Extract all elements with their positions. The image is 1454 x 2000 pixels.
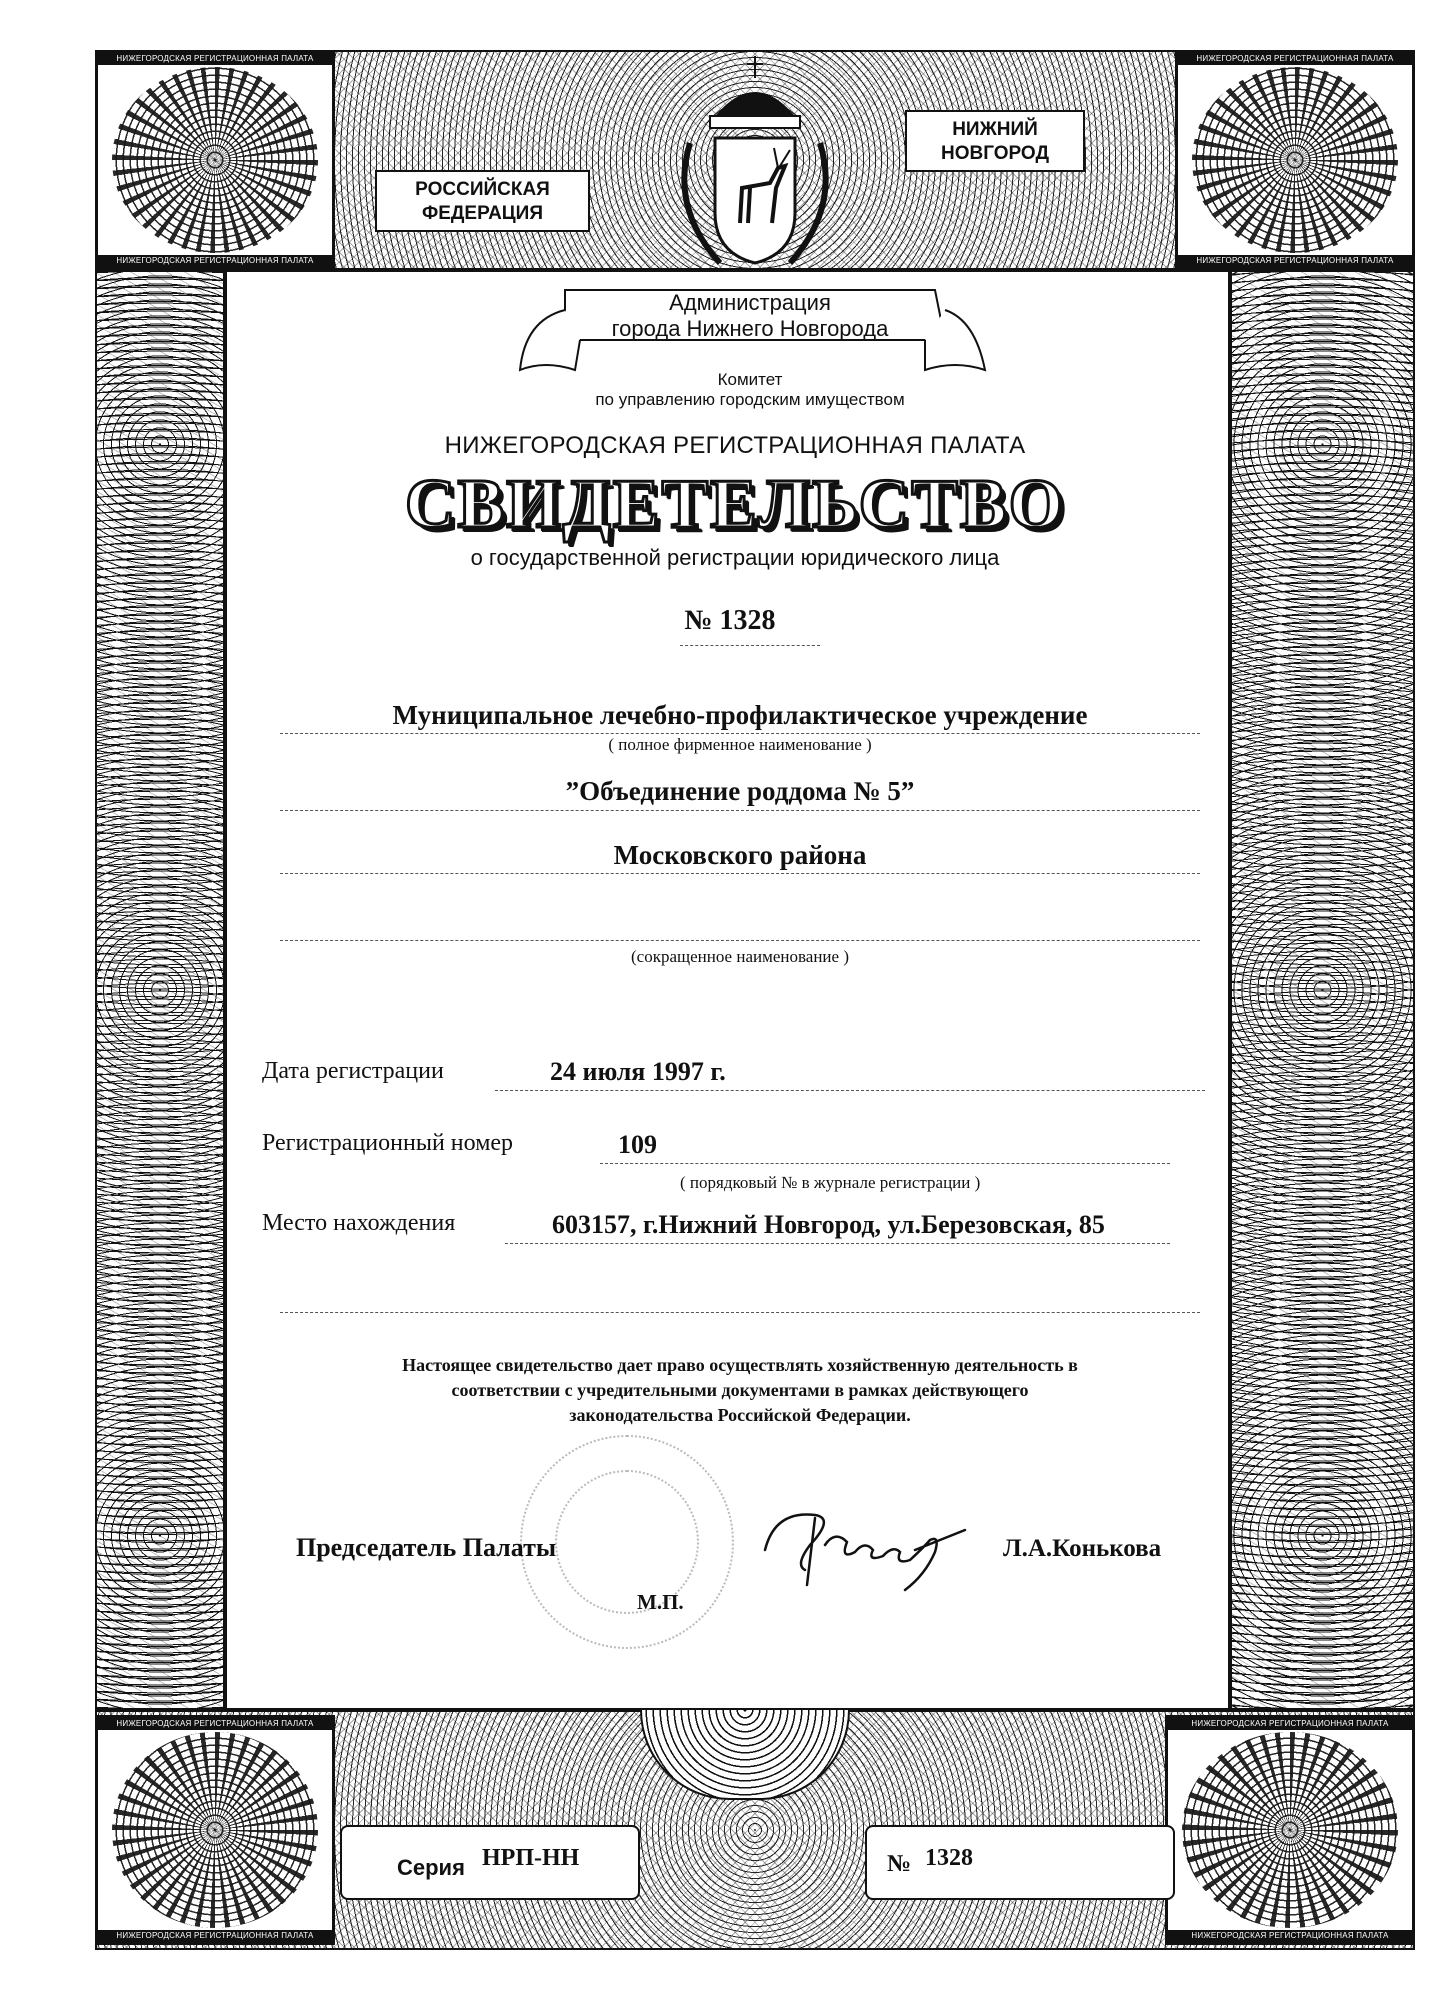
committee-title: Комитет по управлению городским имуществом [595, 370, 905, 409]
notice-line2: соответствии с учредительными документами в рамках действующего [451, 1380, 1029, 1400]
corner-rosette-bottom-left [95, 1715, 335, 1945]
chairman-signature [755, 1490, 985, 1600]
corner-caption: НИЖЕГОРОДСКАЯ РЕГИСТРАЦИОННАЯ ПАЛАТА [1178, 255, 1412, 267]
form-number-box [865, 1825, 1175, 1900]
form-number-label: № [887, 1851, 912, 1877]
number-underline [680, 645, 820, 646]
corner-rosette-top-left [95, 50, 335, 270]
corner-caption: НИЖЕГОРОДСКАЯ РЕГИСТРАЦИОННАЯ ПАЛАТА [1168, 1718, 1412, 1730]
certificate-title: СВИДЕТЕЛЬСТВО [404, 466, 1066, 543]
location-label: Место нахождения [262, 1210, 456, 1236]
coat-of-arms-emblem [650, 48, 860, 278]
short-name-hint: (сокращенное наименование ) [631, 947, 849, 966]
ribbon-russian-federation: РОССИЙСКАЯ ФЕДЕРАЦИЯ [375, 170, 590, 232]
administration-title: Администрация города Нижнего Новгорода [611, 290, 889, 341]
corner-caption: НИЖЕГОРОДСКАЯ РЕГИСТРАЦИОННАЯ ПАЛАТА [98, 255, 332, 267]
rosette-ornament [112, 67, 318, 253]
corner-rosette-bottom-right [1165, 1715, 1415, 1945]
corner-caption: НИЖЕГОРОДСКАЯ РЕГИСТРАЦИОННАЯ ПАЛАТА [98, 53, 332, 65]
rosette-ornament [112, 1732, 318, 1928]
short-name-line [280, 940, 1200, 941]
full-name-hint: ( полное фирменное наименование ) [608, 735, 872, 754]
left-border [95, 270, 225, 1710]
ribbon-nizhny-novgorod: НИЖНИЙ НОВГОРОД [905, 110, 1085, 172]
corner-caption: НИЖЕГОРОДСКАЯ РЕГИСТРАЦИОННАЯ ПАЛАТА [1168, 1930, 1412, 1942]
corner-caption: НИЖЕГОРОДСКАЯ РЕГИСТРАЦИОННАЯ ПАЛАТА [98, 1930, 332, 1942]
reg-number-label: Регистрационный номер [262, 1130, 514, 1156]
chairman-name: Л.А.Конькова [1003, 1535, 1162, 1562]
series-label: Серия [397, 1855, 465, 1880]
reg-date-label: Дата регистрации [262, 1058, 444, 1084]
reg-number-value: 109 [618, 1130, 657, 1159]
seal-mark: М.П. [637, 1590, 684, 1614]
notice-line1: Настоящее свидетельство дает право осуществлять хозяйственную деятельность в [402, 1355, 1078, 1375]
full-name-line1: Муниципальное лечебно-профилактическое учреждение [392, 700, 1088, 730]
full-name-line-3 [280, 873, 1200, 874]
reg-number-line [600, 1163, 1170, 1164]
full-name-line2: ”Объединение роддома № 5” [565, 776, 915, 806]
full-name-line3: Московского района [613, 840, 867, 870]
rosette-ornament [1182, 1732, 1398, 1928]
right-border [1230, 270, 1415, 1710]
chamber-title: НИЖЕГОРОДСКАЯ РЕГИСТРАЦИОННАЯ ПАЛАТА [444, 432, 1026, 459]
rosette-ornament [1192, 67, 1398, 253]
certificate-number: № 1328 [684, 605, 776, 636]
series-box [340, 1825, 640, 1900]
series-value: НРП-НН [482, 1845, 580, 1871]
notice-line3: законодательства Российской Федерации. [569, 1405, 911, 1425]
location-value: 603157, г.Нижний Новгород, ул.Березовская, 85 [552, 1210, 1105, 1239]
location-line [505, 1243, 1170, 1244]
full-name-line-2 [280, 810, 1200, 811]
certificate-subtitle: о государственной регистрации юридического лица [470, 545, 1000, 570]
full-name-line-1 [280, 733, 1200, 734]
reg-date-line [495, 1090, 1205, 1091]
reg-number-hint: ( порядковый № в журнале регистрации ) [680, 1173, 981, 1192]
corner-caption: НИЖЕГОРОДСКАЯ РЕГИСТРАЦИОННАЯ ПАЛАТА [1178, 53, 1412, 65]
location-line-2 [280, 1312, 1200, 1313]
form-number-value: 1328 [925, 1845, 973, 1871]
reg-date-value: 24 июля 1997 г. [550, 1057, 726, 1086]
corner-caption: НИЖЕГОРОДСКАЯ РЕГИСТРАЦИОННАЯ ПАЛАТА [98, 1718, 332, 1730]
chairman-label: Председатель Палаты [296, 1533, 557, 1562]
corner-rosette-top-right [1175, 50, 1415, 270]
